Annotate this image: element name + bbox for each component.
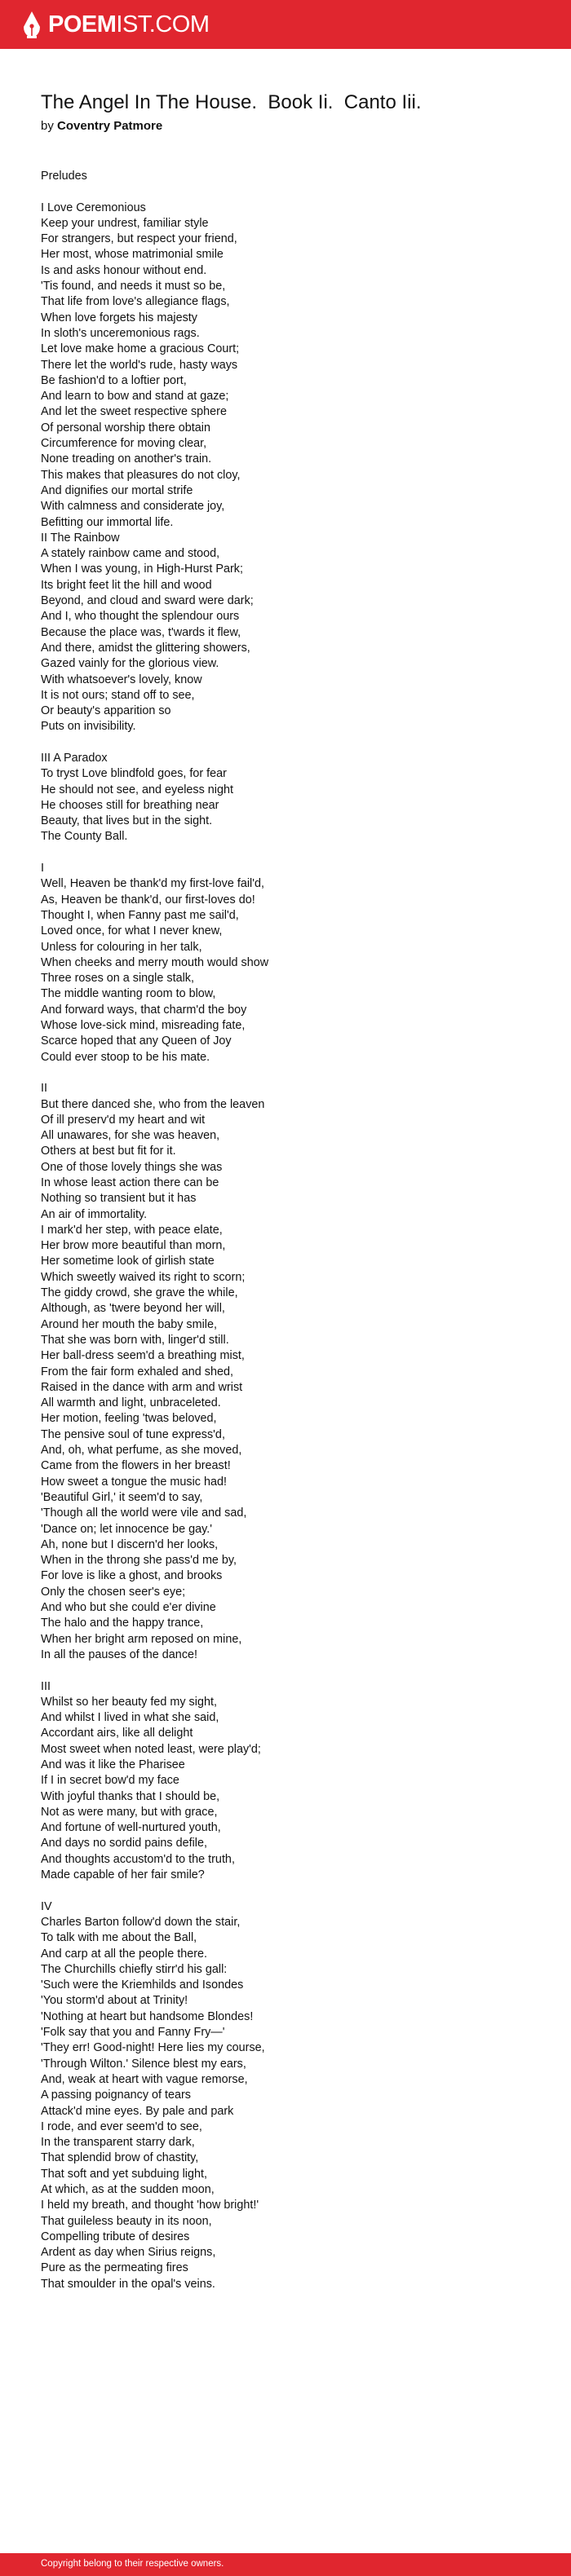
poem-line: 'Though all the world were vile and sad,	[41, 1506, 247, 1520]
poem-line: He should not see, and eyeless night	[41, 783, 234, 796]
poem-line: 'Tis found, and needs it must so be,	[41, 280, 226, 293]
poem-body	[41, 169, 547, 2292]
poem-line: Befitting our immortal life.	[41, 515, 174, 529]
poem-line: That she was born with, linger'd still.	[41, 1333, 229, 1347]
poem-line: The Churchills chiefly stirr'd his gall:	[41, 1962, 228, 1976]
poem-line: Her sometime look of girlish state	[41, 1255, 215, 1268]
poem-line: Accordant airs, like all delight	[41, 1727, 193, 1740]
poem-line: Around her mouth the baby smile,	[41, 1317, 217, 1331]
poem-line: Puts on invisibility.	[41, 720, 136, 734]
poem-line: With whatsoever's lovely, know	[41, 673, 202, 686]
poem-line: III A Paradox	[41, 751, 108, 765]
poem-line: 'Through Wilton.' Silence blest my ears,	[41, 2057, 246, 2071]
poem-line: The pensive soul of tune express'd,	[41, 1427, 225, 1441]
poem-line: In the transparent starry dark,	[41, 2136, 195, 2150]
poem-line: And whilst I lived in what she said,	[41, 1711, 219, 1725]
poem-line: How sweet a tongue the music had!	[41, 1475, 227, 1489]
by-label: by	[41, 119, 54, 133]
poem-line: Whose love-sick mind, misreading fate,	[41, 1019, 246, 1033]
poem-line: Loved once, for what I never knew,	[41, 924, 223, 938]
poem-line: Unless for colouring in her talk,	[41, 940, 202, 954]
poem-stanza-break	[41, 184, 547, 200]
poem-line: And learn to bow and stand at gaze;	[41, 390, 229, 404]
poem-line: This makes that pleasures do not cloy,	[41, 468, 241, 482]
poem-line: And fortune of well-nurtured youth,	[41, 1821, 221, 1835]
poem-line: Let love make home a gracious Court;	[41, 342, 240, 356]
poem-line: As, Heaven be thank'd, our first-loves do!	[41, 893, 255, 906]
poem-line: II	[41, 1082, 47, 1096]
poem-line: Only the chosen seer's eye;	[41, 1585, 186, 1599]
author-link[interactable]: Coventry Patmore	[57, 119, 163, 133]
poem-line: And, weak at heart with vague remorse,	[41, 2072, 248, 2086]
poem-stanza-break	[41, 845, 547, 861]
poem-stanza-break	[41, 1663, 547, 1678]
poem-line: In all the pauses of the dance!	[41, 1647, 198, 1661]
logo-rest-text: IST.COM	[116, 11, 210, 37]
poem-line: Thought I, when Fanny past me sail'd,	[41, 908, 239, 922]
poem-line: Nothing so transient but it has	[41, 1192, 197, 1206]
poem-line: Gazed vainly for the glorious view.	[41, 657, 219, 671]
site-logo-text	[48, 11, 210, 38]
poem-line: In whose least action there can be	[41, 1176, 219, 1189]
poem-line: To tryst Love blindfold goes, for fear	[41, 767, 227, 781]
poem-line: Pure as the permeating fires	[41, 2261, 188, 2275]
poem-line: All warmth and light, unbraceleted.	[41, 1396, 221, 1410]
poem-line: Scarce hoped that any Queen of Joy	[41, 1034, 232, 1048]
poem-line: I Love Ceremonious	[41, 201, 146, 214]
poem-line: Her brow more beautiful than morn,	[41, 1239, 226, 1253]
poem-line: There let the world's rude, hasty ways	[41, 358, 238, 372]
poem-line: Ardent as day when Sirius reigns,	[41, 2246, 216, 2260]
poem-line: I	[41, 862, 44, 876]
poem-title: The Angel In The House. Book Ii. Canto Iii.	[41, 91, 422, 113]
poem-line: When in the throng she pass'd me by,	[41, 1554, 237, 1568]
poem-line: And there, amidst the glittering showers,	[41, 641, 250, 655]
poem-stanza-break	[41, 1883, 547, 1899]
site-footer	[0, 2553, 571, 2576]
poem-line: The halo and the happy trance,	[41, 1617, 204, 1630]
poem-line: Circumference for moving clear,	[41, 437, 207, 451]
poem-line: At which, as at the sudden moon,	[41, 2183, 215, 2196]
poem-line: 'Nothing at heart but handsome Blondes!	[41, 2009, 254, 2023]
poem-line: Others at best but fit for it.	[41, 1145, 176, 1158]
poem-line: Is and asks honour without end.	[41, 263, 207, 277]
poem-line: Her most, whose matrimonial smile	[41, 248, 224, 262]
poem-line: The middle wanting room to blow,	[41, 987, 216, 1001]
poem-line: That soft and yet subduing light,	[41, 2167, 207, 2181]
poem-line: And I, who thought the splendour ours	[41, 610, 240, 624]
site-header	[0, 0, 571, 49]
poem-line: In sloth's unceremonious rags.	[41, 326, 200, 340]
poem-line: With joyful thanks that I should be,	[41, 1789, 220, 1803]
poem-line: Came from the flowers in her breast!	[41, 1459, 231, 1473]
poem-line: Ah, none but I discern'd her looks,	[41, 1537, 219, 1551]
poem-line: An air of immortality.	[41, 1207, 148, 1221]
poem-line: Not as were many, but with grace,	[41, 1805, 218, 1819]
poem-line: Keep your undrest, familiar style	[41, 216, 209, 230]
poem-line: One of those lovely things she was	[41, 1160, 223, 1174]
poem-line: 'You storm'd about at Trinity!	[41, 1994, 188, 2008]
poem-line: But there danced she, who from the leaven	[41, 1097, 265, 1111]
poem-line: And let the sweet respective sphere	[41, 405, 227, 419]
poem-line: And, oh, what perfume, as she moved,	[41, 1444, 242, 1458]
poem-line: Attack'd mine eyes. By pale and park	[41, 2104, 234, 2118]
poem-line: When her bright arm reposed on mine,	[41, 1632, 242, 1646]
poem-content	[41, 90, 547, 2292]
poem-line: It is not ours; stand off to see,	[41, 688, 195, 702]
poem-line: For love is like a ghost, and brooks	[41, 1569, 223, 1583]
poem-line: II The Rainbow	[41, 531, 120, 545]
poem-line: And who but she could e'er divine	[41, 1601, 216, 1615]
poem-byline	[41, 118, 547, 135]
poem-line: I rode, and ever seem'd to see,	[41, 2119, 202, 2133]
poem-line: For strangers, but respect your friend,	[41, 232, 237, 246]
poem-line: When cheeks and merry mouth would show	[41, 955, 269, 969]
poem-line: Beauty, that lives but in the sight.	[41, 814, 213, 828]
poem-line: Raised in the dance with arm and wrist	[41, 1380, 243, 1394]
copyright-text: Copyright belong to their respective owners.	[41, 2559, 224, 2569]
poem-line: When I was young, in High-Hurst Park;	[41, 562, 243, 576]
poem-line: Its bright feet lit the hill and wood	[41, 578, 212, 592]
poem-line: I held my breath, and thought 'how bright!'	[41, 2199, 259, 2212]
poem-line: And carp at all the people there.	[41, 1947, 208, 1961]
poem-line: He chooses still for breathing near	[41, 798, 219, 812]
poem-line: Beyond, and cloud and sward were dark;	[41, 594, 254, 608]
poem-line: 'Such were the Kriemhilds and Isondes	[41, 1978, 244, 1992]
poem-line: Could ever stoop to be his mate.	[41, 1050, 210, 1064]
poem-line: That smoulder in the opal's veins.	[41, 2277, 215, 2291]
poem-line: Whilst so her beauty fed my sight,	[41, 1695, 217, 1709]
poem-line: A stately rainbow came and stood,	[41, 547, 220, 561]
poem-line: 'Folk say that you and Fanny Fry—'	[41, 2026, 225, 2040]
poem-line: 'They err! Good-night! Here lies my course,	[41, 2041, 265, 2055]
poem-line: Charles Barton follow'd down the stair,	[41, 1915, 241, 1929]
poem-line: To talk with me about the Ball,	[41, 1931, 197, 1945]
poem-line: And dignifies our mortal strife	[41, 483, 193, 497]
poem-line: With calmness and considerate joy,	[41, 500, 225, 514]
poem-line: Made capable of her fair smile?	[41, 1868, 205, 1882]
poem-line: I mark'd her step, with peace elate,	[41, 1223, 223, 1237]
poem-line: That life from love's allegiance flags,	[41, 295, 230, 309]
poem-line: From the fair form exhaled and shed,	[41, 1365, 233, 1378]
poem-line: And was it like the Pharisee	[41, 1758, 185, 1771]
poem-line: Preludes	[41, 170, 87, 183]
poem-line: If I in secret bow'd my face	[41, 1774, 179, 1788]
poem-line: Of personal worship there obtain	[41, 421, 210, 434]
poem-line: Of ill preserv'd my heart and wit	[41, 1113, 206, 1127]
poem-line: All unawares, for she was heaven,	[41, 1129, 220, 1143]
poem-line: That splendid brow of chastity,	[41, 2151, 199, 2165]
poem-line: When love forgets his majesty	[41, 311, 197, 324]
poem-line: Although, as 'twere beyond her will,	[41, 1302, 225, 1316]
poem-line: And forward ways, that charm'd the boy	[41, 1003, 247, 1017]
poem-line: That guileless beauty in its noon,	[41, 2214, 212, 2228]
poem-line: The County Ball.	[41, 830, 128, 844]
poem-line: Which sweetly waived its right to scorn;	[41, 1270, 246, 1284]
poem-line: Or beauty's apparition so	[41, 704, 171, 718]
poem-stanza-break	[41, 735, 547, 751]
poem-line: III	[41, 1679, 51, 1693]
poem-line: A passing poignancy of tears	[41, 2089, 192, 2102]
poem-line: Three roses on a single stalk,	[41, 972, 194, 986]
poem-line: And thoughts accustom'd to the truth,	[41, 1852, 235, 1866]
poem-line: Because the place was, t'wards it flew,	[41, 625, 241, 639]
poem-line: The giddy crowd, she grave the while,	[41, 1286, 238, 1300]
poem-line: IV	[41, 1899, 52, 1913]
poem-line: Be fashion'd to a loftier port,	[41, 373, 187, 387]
poem-stanza-break	[41, 1065, 547, 1081]
poem-line: Well, Heaven be thank'd my first-love fail'd,	[41, 877, 264, 891]
poem-line: 'Beautiful Girl,' it seem'd to say,	[41, 1490, 203, 1504]
poem-line: Her ball-dress seem'd a breathing mist,	[41, 1349, 245, 1363]
poem-line: Compelling tribute of desires	[41, 2230, 190, 2243]
poem-line: And days no sordid pains defile,	[41, 1837, 207, 1850]
poem-line: None treading on another's train.	[41, 452, 212, 466]
pen-nib-icon	[23, 11, 41, 38]
poem-line: Her motion, feeling 'twas beloved,	[41, 1412, 217, 1426]
poem-line: 'Dance on; let innocence be gay.'	[41, 1522, 213, 1536]
poem-line: Most sweet when noted least, were play'd;	[41, 1742, 261, 1756]
site-logo-link[interactable]	[23, 11, 210, 38]
logo-bold-text: POEM	[48, 11, 117, 37]
